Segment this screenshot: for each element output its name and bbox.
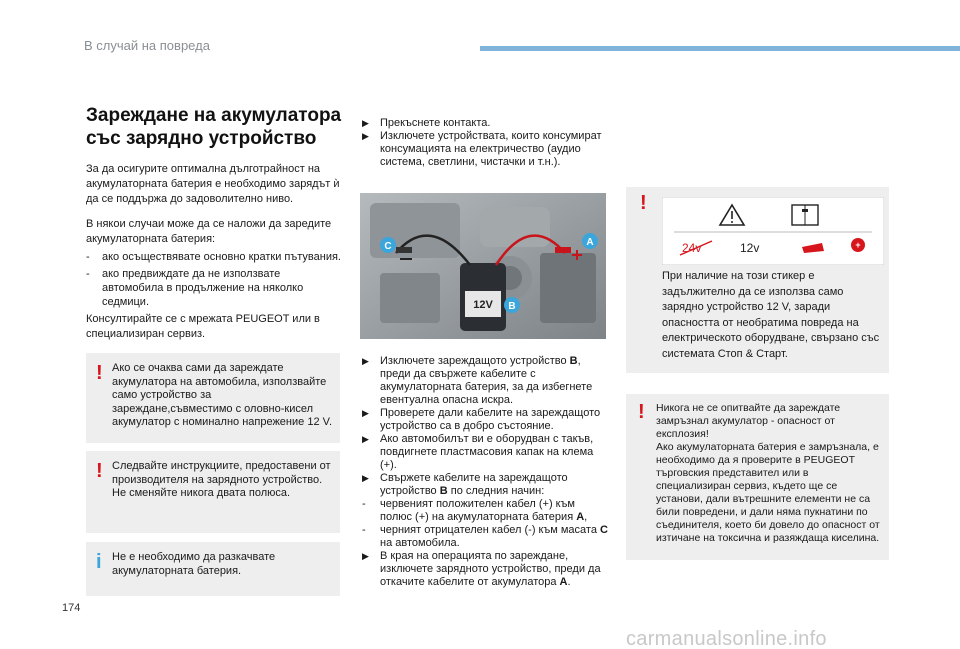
label-b: B [508, 301, 516, 312]
sticker-illustration [662, 197, 884, 265]
sub-list-item: - червеният положителен кабел (+) към полюс (+) на акумулаторната батерия A, [362, 498, 588, 523]
page-number: 174 [62, 602, 81, 614]
list-item: ▶ Изключете устройствата, които консумират консумацията на електричество (аудио система, светлини, чистачки и т.н.). [362, 130, 602, 168]
sub-list-item: - черният отрицателен кабел (-) към масата C на автомобила. [362, 524, 608, 549]
label-a: A [586, 237, 594, 248]
section-title: В случай на повреда [84, 38, 210, 53]
list-item: ▶ Ако автомобилът ви е оборудван с такъв, повдигнете пластмасовия капак на клема (+). [362, 433, 594, 471]
intro-paragraph: За да осигурите оптимална дълготрайност на акумулаторната батерия е необходимо зарядът ѝ да се поддържа до задоволително ниво. [86, 163, 340, 205]
sticker-24v: 24v [682, 241, 702, 255]
list-item: ▶ Проверете дали кабелите на зареждащото устройство са в добро състояние. [362, 407, 601, 432]
warning-icon: ! [638, 401, 645, 423]
list-item: ▶ Изключете зареждащото устройство B, преди да свържете кабелите с акумулаторната батерия, за да избегнете евентуална опасна искра. [362, 355, 593, 406]
warning-note-instructions: ! Следвайте инструкциите, предоставени от производителя на зарядното устройство. Не сменяйте никога двата полюса. [86, 451, 340, 533]
watermark: carmanualsonline.info [626, 628, 827, 649]
steps-bottom [362, 355, 608, 589]
warning-icon: ! [96, 362, 103, 384]
engine-bay-illustration [360, 193, 606, 339]
list-item: ▶ В края на операцията по зареждане, изключете зарядното устройство, преди да откачите кабелите от акумулатора A. [362, 550, 601, 588]
plus-icon: + [855, 240, 861, 250]
list-item: - ако предвиждате да не използвате автомобила в продължение на няколко седмици. [86, 268, 304, 308]
list-item: - ако осъществявате основно кратки пътувания. [86, 251, 341, 263]
warning-icon: ! [96, 460, 103, 482]
engine-bay-svg [360, 193, 606, 339]
column-left [86, 104, 342, 342]
page-title: Зареждане на акумулатора със зарядно устройство [86, 105, 342, 149]
sticker-12v: 12v [740, 241, 760, 255]
list-item: ▶ Прекъснете контакта. [362, 117, 491, 129]
charger-label: 12V [473, 299, 493, 311]
steps-top [362, 117, 602, 169]
warning-note-frozen: ! Никога не се опитвайте да зареждате замръзнал акумулатор - опасност от експлозия! Ако акумулаторната батерия е замръзнала, е необходимо да я проверите в PEUGEOT търговския представител или в специализиран сервиз, където ще се установи, дали вътрешните елементи не са били повредени, и дали няма пукнатини по съединителя, което би довело до опасност от изтичане на токсична и разяждаща киселина. [626, 394, 889, 560]
warning-icon: ! [640, 192, 647, 214]
cases-paragraph: В някои случаи може да се наложи да заредите акумулаторната батерия: [86, 218, 332, 245]
warning-note-sticker: ! 24v 12v + При наличие на този стикер е задължително да се използва само зарядно устройство 12 V, заради опасността от необратима повреда на електрическото оборудване, свързано със системата Стоп & Старт. [626, 187, 889, 373]
header-accent-bar [480, 46, 960, 51]
list-item: ▶ Свържете кабелите на зареждащото устройство B по следния начин: [362, 472, 568, 497]
info-icon: i [96, 551, 102, 573]
consult-paragraph: Консултирайте се с мрежата PEUGEOT или в специализиран сервиз. [86, 313, 320, 340]
info-note-disconnect: i Не е необходимо да разкачвате акумулаторната батерия. [86, 542, 340, 596]
warning-note-charger: ! Ако се очаква сами да зареждате акумулатора на автомобила, използвайте само устройство за зареждане,съвместимо с оловно-кисел акумулатор с номинално напрежение 12 V. [86, 353, 340, 443]
label-c: C [384, 241, 392, 252]
